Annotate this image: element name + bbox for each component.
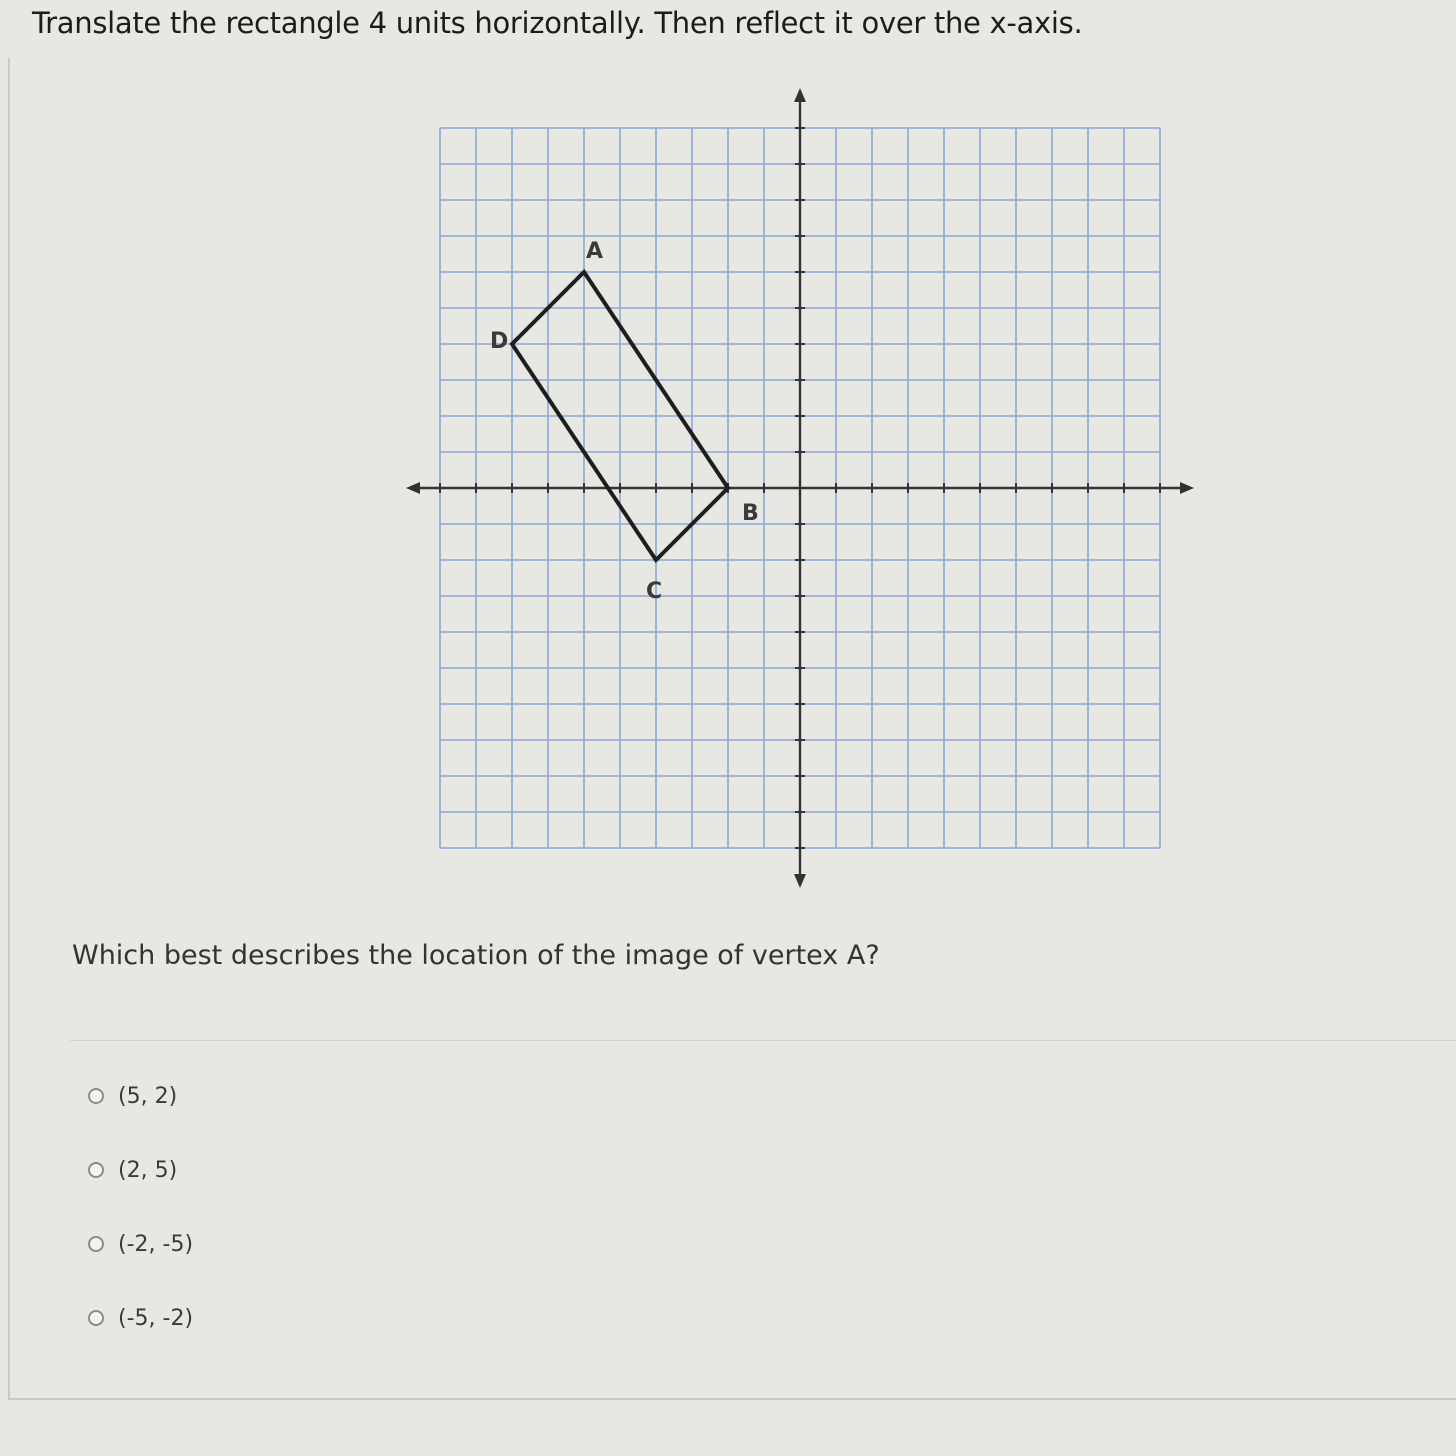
- choice-label: (-2, -5): [118, 1231, 194, 1257]
- question-prompt: Which best describes the location of the image of vertex A?: [72, 940, 880, 971]
- choice-label: (5, 2): [118, 1083, 178, 1109]
- vertex-label-a: A: [586, 239, 604, 264]
- question-title: Translate the rectangle 4 units horizontally. Then reflect it over the x-axis.: [32, 6, 1083, 40]
- choice-label: (2, 5): [118, 1157, 178, 1183]
- vertex-label-c: C: [646, 579, 663, 604]
- vertex-label-b: B: [742, 501, 759, 526]
- radio-button[interactable]: [88, 1088, 104, 1104]
- vertex-labels: [490, 239, 759, 604]
- y-axis-arrow-down: [794, 874, 806, 888]
- choice-d[interactable]: [88, 1300, 193, 1336]
- divider: [70, 1040, 1456, 1041]
- choice-c[interactable]: [88, 1226, 193, 1262]
- x-axis-arrow-left: [406, 482, 420, 494]
- vertex-label-d: D: [490, 329, 509, 354]
- answer-choices: [88, 1078, 193, 1374]
- axes: [406, 88, 1194, 888]
- radio-button[interactable]: [88, 1236, 104, 1252]
- choice-label: (-5, -2): [118, 1305, 194, 1331]
- choice-b[interactable]: [88, 1152, 193, 1188]
- choice-a[interactable]: [88, 1078, 193, 1114]
- radio-button[interactable]: [88, 1310, 104, 1326]
- y-axis-arrow-up: [794, 88, 806, 102]
- x-axis-arrow-right: [1180, 482, 1194, 494]
- coordinate-grid: [395, 80, 1215, 900]
- radio-button[interactable]: [88, 1162, 104, 1178]
